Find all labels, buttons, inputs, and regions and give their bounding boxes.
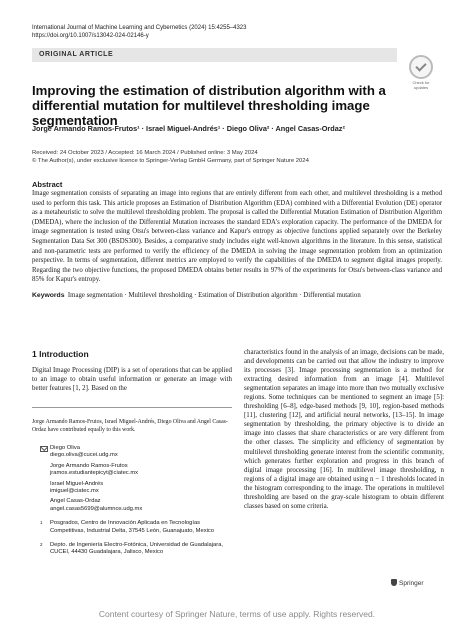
contact-name: Diego Oliva [50,445,80,451]
contact-item [32,498,232,513]
contact-email[interactable]: diego.oliva@cucei.udg.mx [50,452,118,459]
contact-name: Angel Casas-Ordaz [50,498,101,505]
abstract-heading: Abstract [32,180,63,189]
doi-link[interactable]: https://doi.org/10.1007/s13042-024-02146-y [32,33,149,39]
envelope-icon [40,446,48,452]
check-icon [409,55,433,79]
publication-dates [32,149,442,165]
equal-contribution-note: Jorge Armando Ramos-Frutos, Israel Miguel-Andrés, Diego Oliva and Angel Casas-Ordaz have contributed equally to this work. [32,419,228,433]
journal-header [32,24,246,40]
badge-label: Check for updates [412,80,430,90]
contact-email[interactable]: imiguel@ciatec.mx [50,488,99,495]
contact-item [32,481,232,496]
publisher-mark [391,579,424,587]
intro-right-column: characteristics found in the analysis of an image, decisions can be made, and developments can be carried out that allow the industry to improve its processes [3]. Image processing segmentation is a method for extracting desired information from an image [4]. Multilevel segmentation separates an image into more than two mutually exclusive regions. Some techniques can be mentioned to segment an image [5]: thresholding [6–8], edge-based methods [9, 10], region-based methods [11], clustering [12], and artificial neural networks, [13–15]. In image segmentation by thresholding, the primary objective is to divide an image into classes that share characteristics or are very different from the other classes. The simplicity and efficiency of segmentation by multilevel thresholding generate interest from the scientific community, which generates further exploration and progress in this branch of digital image processing [16]. In multilevel image thresholding, n regions of a digital image are obtained using n − 1 thresholds located in the histogram corresponding to the image. The operations in multilevel thresholding are based on the gray-scale histogram to obtain different classes based on some criteria. [244,349,444,510]
contact-item [32,445,232,460]
affiliation-text: Posgrados, Centro de Innovación Aplicada en Tecnologías Competitivas, Industrial Delta, 37545 León, Guanajuato, Mexico [50,520,215,534]
keywords-text: Image segmentation · Multilevel thresholding · Estimation of Distribution algorithm · Differential mutation [67,292,361,299]
article-type-bar [32,48,397,62]
contact-item [32,463,232,478]
contact-name: Jorge Armando Ramos-Frutos [50,462,128,469]
keywords-label: Keywords [32,292,65,299]
intro-left-column: Digital Image Processing (DIP) is a set of operations that can be applied to an image to obtain useful information or generate an image with better features [1, 2]. Based on the [32,367,232,393]
affiliation-number: 1 [40,520,43,526]
contact-email[interactable]: jramos.estudiantepicyt@ciatec.mx [50,470,139,477]
affiliation-item [32,520,232,535]
article-type-label: ORIGINAL ARTICLE [39,51,114,58]
affiliation-number: 2 [40,542,43,548]
article-title: Improving the estimation of distribution algorithm with a differential mutation for multilevel thresholding image segmentation [32,83,386,128]
affiliation-text: Depto. de Ingeniería Electro-Fotónica, Universidad de Guadalajara, CUCEI, 44430 Guadalajara, Jalisco, Mexico [50,542,224,556]
section-heading-introduction: 1 Introduction [32,349,89,359]
publisher-name: Springer [399,580,424,587]
contact-email[interactable]: angel.casas5699@alumnos.udg.mx [50,505,143,512]
keywords [32,292,442,299]
abstract-text: Image segmentation consists of separating an image into regions that are entirely different from each other, and multilevel thresholding is a method used to perform this task. This article proposes an Estimation of Distribution Algorithm (EDA) combined with a Differential Evolution (DE) operator as a metaheuristic to solve the multilevel thresholding problem. The proposal is called the Differential Mutation Estimation of Distribution Algorithm (DMEDA), where the inclusion of the Differential Mutation increases the standard EDA's exploration capacity. The performance of the DMEDA for image segmentation is tested using Otsu's between-class variance and Kapur's entropy as objective functions applied separately over the Berkeley Segmentation Data Set 300 (BSDS300). Besides, a comparative study includes eight well-known algorithms in the literature. In this sense, statistical and non-parametric tests are performed to verify the efficiency of the DMEDA in solving the image segmentation problem from an optimization perspective. In terms of segmentation, different metrics are employed to verify the capabilities of the DMEDA to segment digital images properly. Regarding the two objective functions, the proposed DMEDA obtains better results in 97% of the experiments for Otsu's between-class variance and 85% for Kapur's entropy. [32,190,442,284]
footnote-divider [32,407,232,408]
received-dates: Received: 24 October 2023 / Accepted: 16 March 2024 / Published online: 3 May 2024 [32,150,258,156]
page-footer: Content courtesy of Springer Nature, terms of use apply. Rights reserved. [98,609,376,619]
journal-citation: International Journal of Machine Learning and Cybernetics (2024) 15:4255–4323 [32,25,247,31]
springer-horse-icon [391,579,397,586]
copyright-notice: © The Author(s), under exclusive licence to Springer-Verlag GmbH Germany, part of Springer Nature 2024 [32,158,309,164]
contact-name: Israel Miguel-Andrés [50,480,104,487]
author-list: Jorge Armando Ramos-Frutos¹ · Israel Miguel-Andrés¹ · Diego Oliva² · Angel Casas-Ordaz² [32,124,345,133]
affiliation-item [32,542,232,557]
author-contacts [32,445,232,557]
